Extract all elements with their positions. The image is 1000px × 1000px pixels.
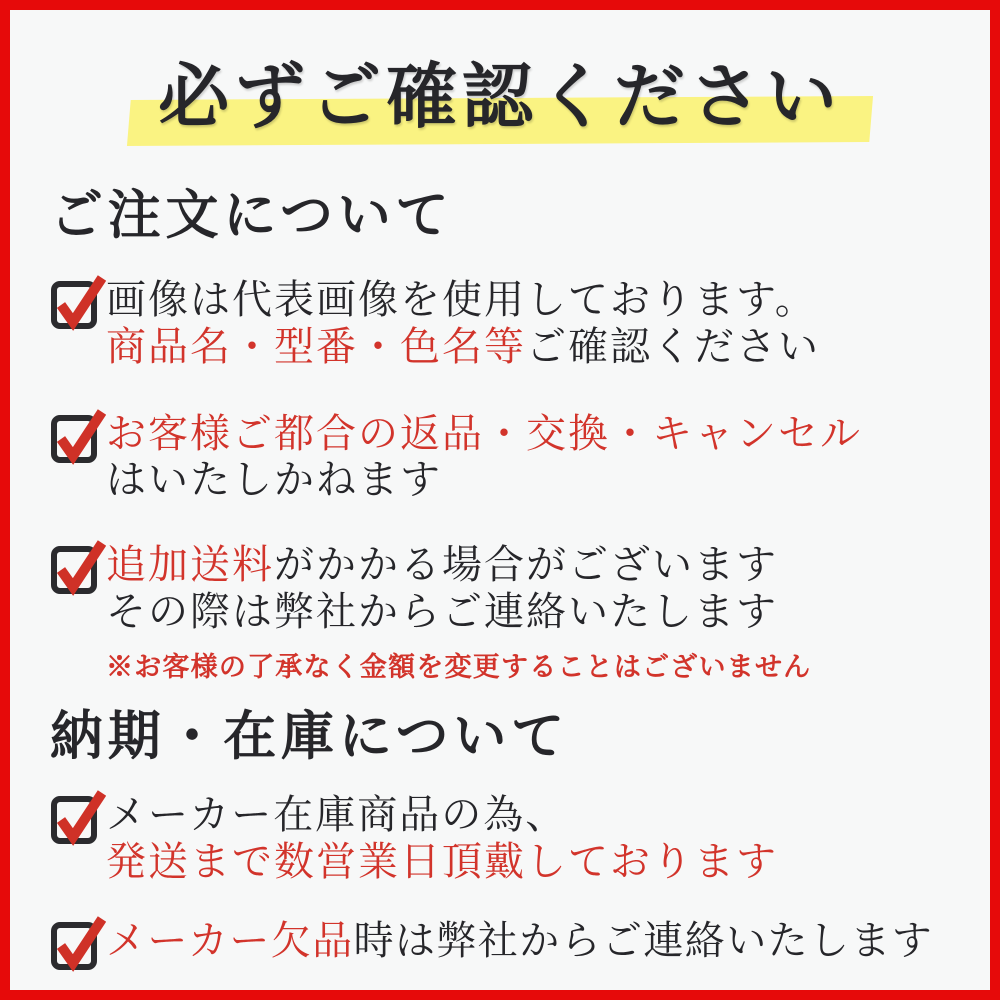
text-segment: 時は弊社からご連絡いたします — [353, 917, 934, 963]
price-change-footnote: ※お客様の了承なく金額を変更することはございません — [106, 651, 812, 682]
checkbox-checked-icon — [50, 786, 106, 846]
list-item-extra-shipping — [50, 536, 954, 683]
text-segment: ご確認ください — [526, 323, 820, 369]
text-segment: がかかる場合がございます — [274, 542, 778, 588]
text-segment: メーカー在庫商品の為、 — [106, 792, 568, 838]
list-item-text — [106, 271, 820, 371]
checkbox-checked-icon — [50, 271, 106, 331]
list-item-maker-stock — [50, 786, 954, 886]
list-item-representative-image — [50, 271, 954, 371]
checkbox-checked-icon — [50, 405, 106, 465]
list-item-no-returns — [50, 405, 954, 505]
section-heading-delivery: 納期・在庫について — [50, 708, 569, 767]
page-title: 必ずご確認ください — [158, 59, 842, 137]
list-item-text — [106, 536, 811, 683]
text-segment-red: メーカー欠品 — [106, 917, 354, 963]
notice-content — [10, 186, 990, 972]
list-item-maker-shortage — [50, 912, 954, 972]
checkbox-checked-icon — [50, 912, 106, 972]
checkbox-checked-icon — [50, 536, 106, 596]
list-item-text — [106, 405, 862, 505]
text-segment-red: お客様ご都合の返品・交換・キャンセル — [106, 410, 862, 456]
list-item-text — [106, 786, 778, 886]
section-heading-order: ご注文について — [50, 187, 454, 245]
text-segment-red: 追加送料 — [106, 542, 274, 588]
text-segment-red: 発送まで数営業日頂戴しております — [106, 839, 778, 885]
text-segment: はいたしかねます — [106, 457, 442, 503]
text-segment: 画像は代表画像を使用しております。 — [106, 276, 817, 322]
list-item-text — [106, 912, 933, 965]
text-segment: その際は弊社からご連絡いたします — [106, 588, 778, 634]
text-segment-red: 商品名・型番・色名等 — [106, 323, 526, 369]
page-title-block — [10, 38, 990, 144]
